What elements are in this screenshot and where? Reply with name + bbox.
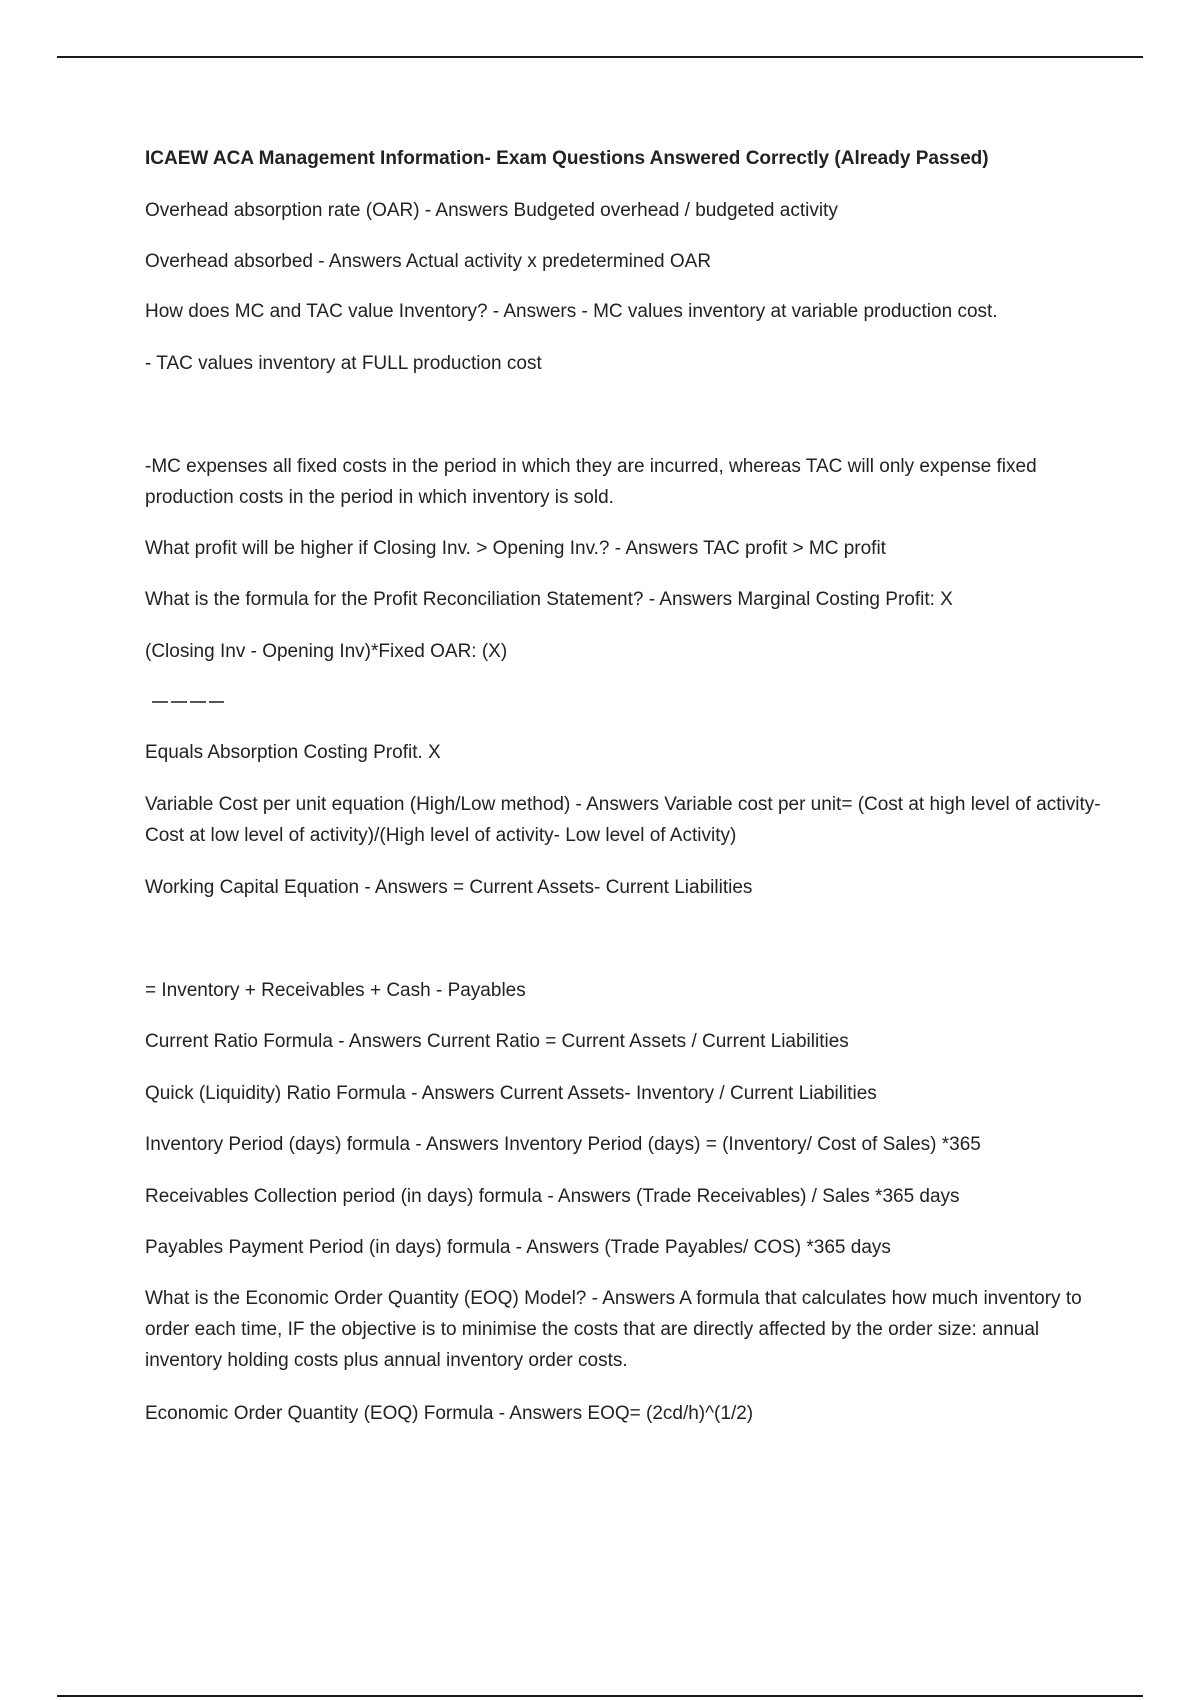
qa-line: Equals Absorption Costing Profit. X — [145, 742, 441, 763]
header-rule — [57, 56, 1143, 58]
qa-line: = Inventory + Receivables + Cash - Payables — [145, 980, 526, 1001]
qa-line: What is the Economic Order Quantity (EOQ) Model? - Answers A formula that calculates how much inventory to order each time, IF the objective is to minimise the costs that are directly affected by the order size: annual inventory holding costs plus annual inventory order costs. — [145, 1288, 1082, 1371]
qa-line: Payables Payment Period (in days) formula - Answers (Trade Payables/ COS) *365 days — [145, 1237, 891, 1258]
qa-line: Economic Order Quantity (EOQ) Formula - Answers EOQ= (2cd/h)^(1/2) — [145, 1403, 754, 1424]
qa-line: - TAC values inventory at FULL production cost — [145, 353, 542, 374]
qa-line: -MC expenses all fixed costs in the period in which they are incurred, whereas TAC will only expense fixed production costs in the period in which inventory is sold. — [145, 456, 1037, 508]
qa-line: Variable Cost per unit equation (High/Low method) - Answers Variable cost per unit= (Cost at high level of activity- Cost at low level of activity)/(High level of activity- Low level of Activity) — [145, 794, 1101, 846]
qa-line: Overhead absorbed - Answers Actual activity x predetermined OAR — [145, 251, 712, 272]
qa-line: Quick (Liquidity) Ratio Formula - Answers Current Assets- Inventory / Current Liabilities — [145, 1083, 877, 1104]
qa-line: Working Capital Equation - Answers = Current Assets- Current Liabilities — [145, 877, 753, 898]
qa-line: (Closing Inv - Opening Inv)*Fixed OAR: (X) — [145, 641, 508, 662]
footer-rule — [57, 1695, 1143, 1697]
qa-line: How does MC and TAC value Inventory? - Answers - MC values inventory at variable production cost. — [145, 301, 998, 322]
qa-line: Receivables Collection period (in days) formula - Answers (Trade Receivables) / Sales *365 days — [145, 1186, 960, 1207]
document-title: ICAEW ACA Management Information- Exam Questions Answered Correctly (Already Passed) — [145, 148, 989, 169]
qa-line: Overhead absorption rate (OAR) - Answers Budgeted overhead / budgeted activity — [145, 200, 838, 221]
qa-line: What is the formula for the Profit Reconciliation Statement? - Answers Marginal Costing Profit: X — [145, 589, 953, 610]
qa-line: What profit will be higher if Closing Inv. > Opening Inv.? - Answers TAC profit > MC profit — [145, 538, 886, 559]
qa-line: Inventory Period (days) formula - Answers Inventory Period (days) = (Inventory/ Cost of Sales) *365 — [145, 1134, 981, 1155]
qa-line: Current Ratio Formula - Answers Current Ratio = Current Assets / Current Liabilities — [145, 1031, 849, 1052]
separator-dashes — [152, 701, 224, 703]
